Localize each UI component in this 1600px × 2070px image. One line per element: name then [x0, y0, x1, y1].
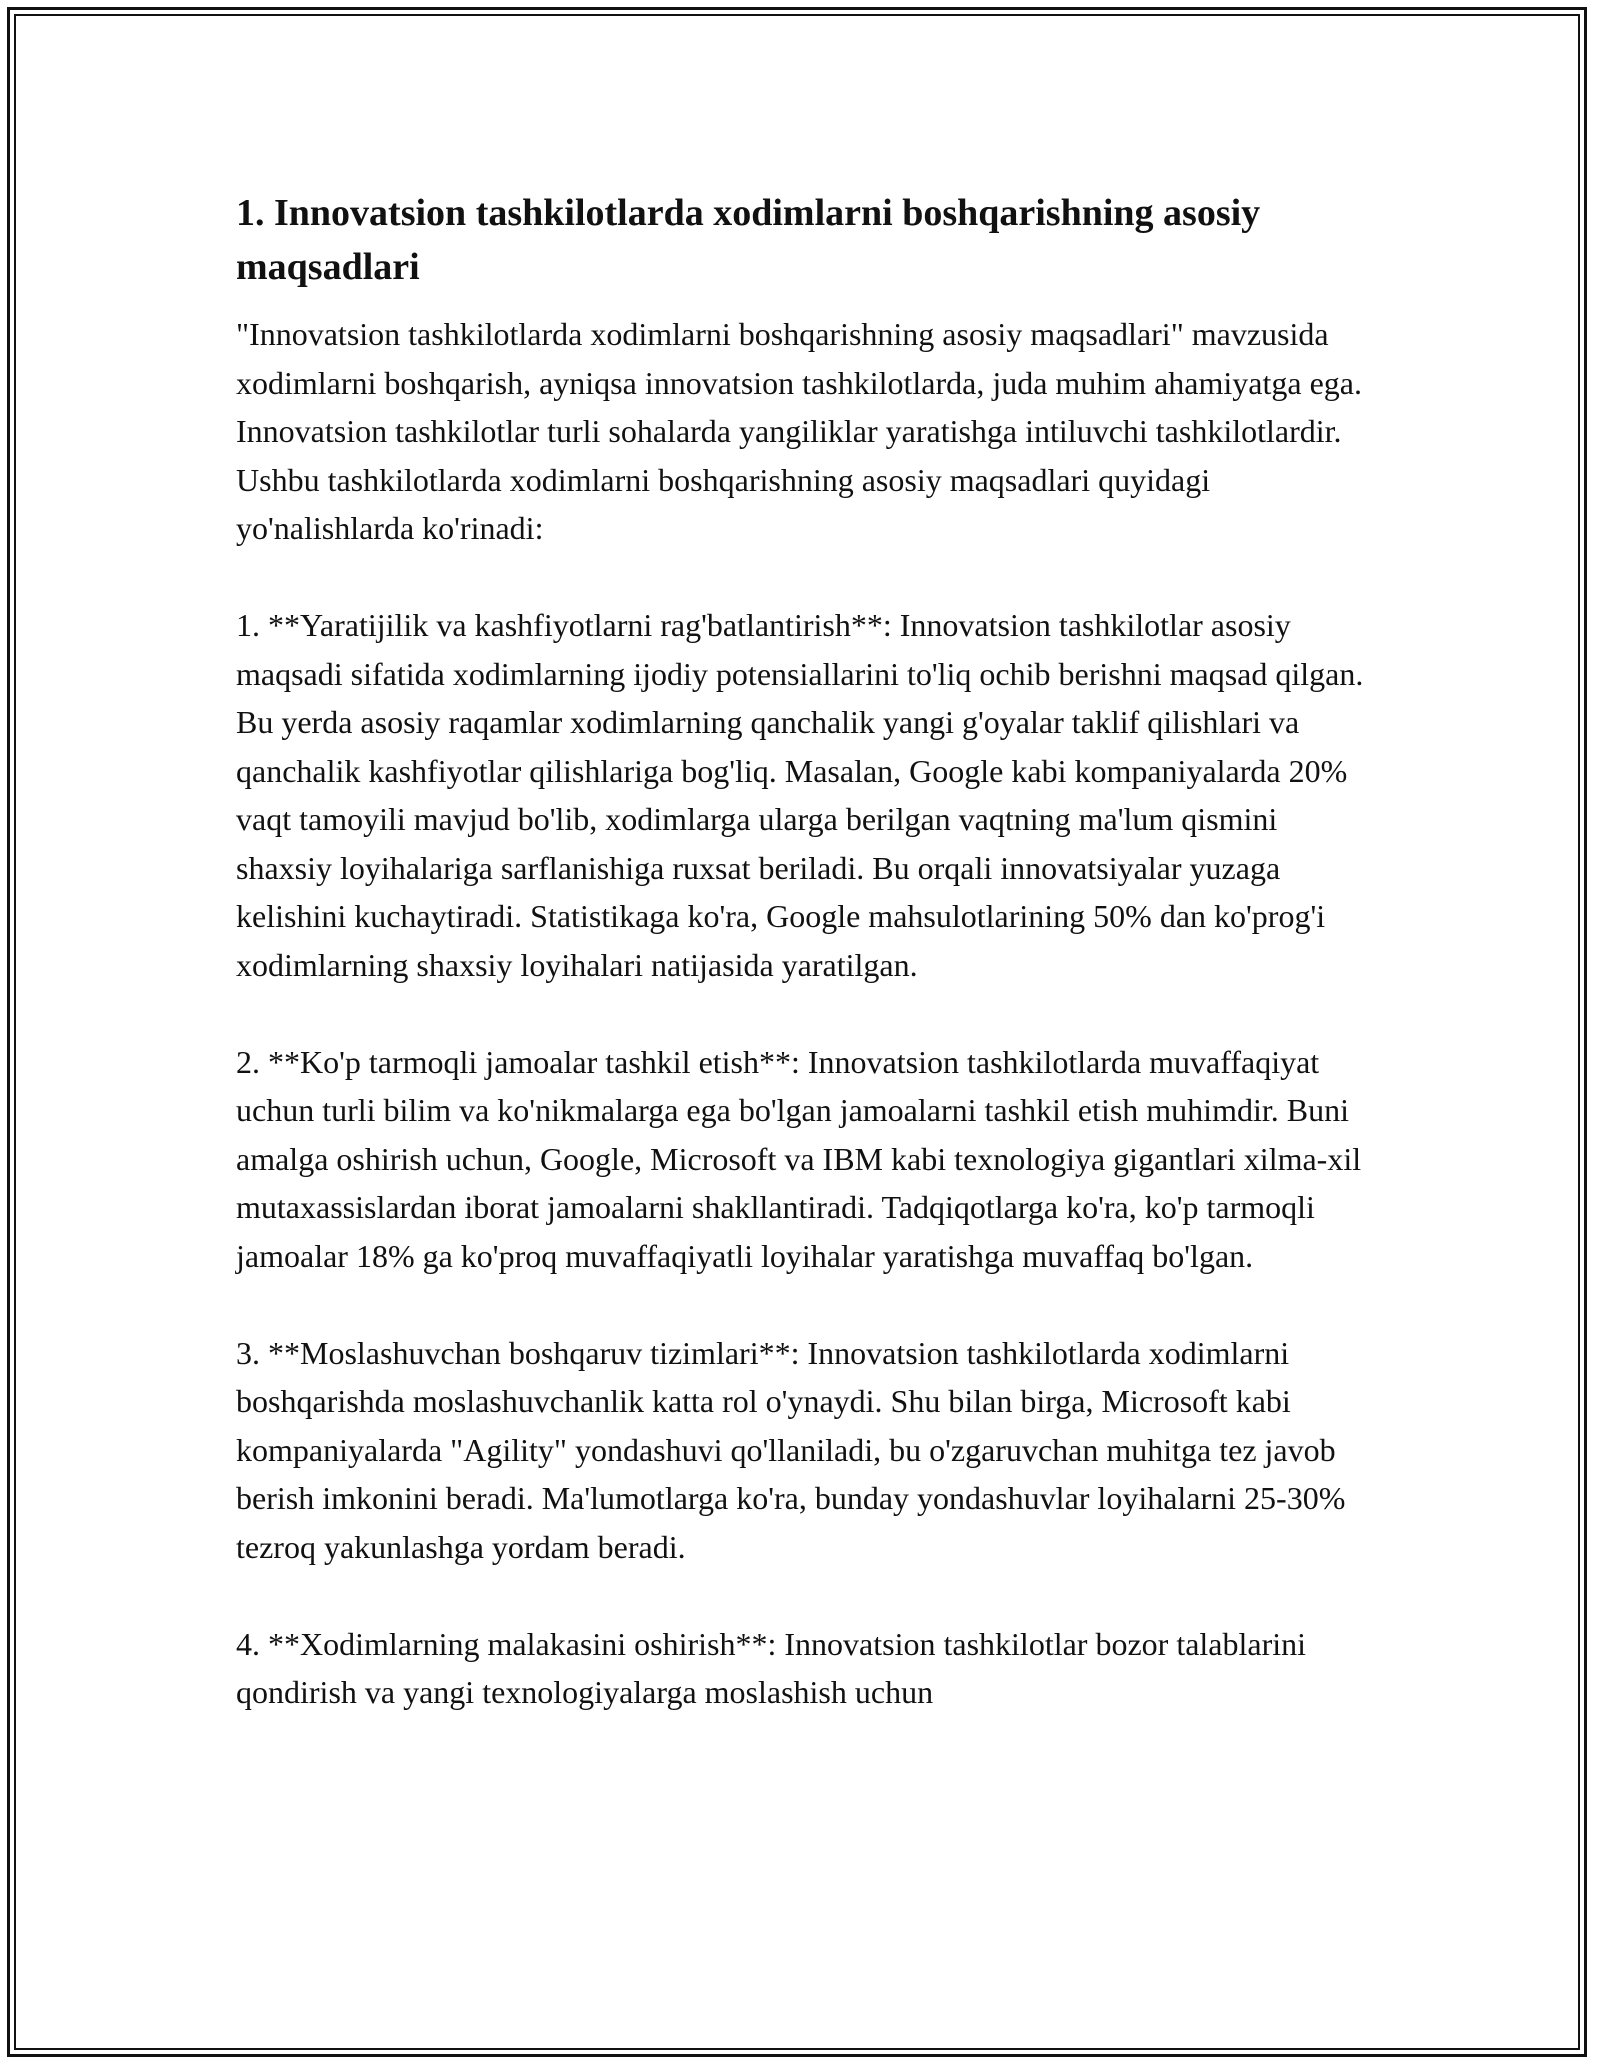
list-item-1-paragraph: 1. **Yaratijilik va kashfiyotlarni rag'batlantirish**: Innovatsion tashkilotlar asosiy maqsadi sifatida xodimlarning ijodiy potensiallarini to'liq ochib berishni maqsad qilgan. Bu yerda asosiy raqamlar xodimlarning qanchalik yangi g'oyalar taklif qilishlari va qanchalik kashfiyotlar qilishlariga bog'liq. Masalan, Google kabi kompaniyalarda 20% vaqt tamoyili mavjud bo'lib, xodimlarga ularga berilgan vaqtning ma'lum qismini shaxsiy loyihalariga sarflanishiga ruxsat beriladi. Bu orqali innovatsiyalar yuzaga kelishini kuchaytiradi. Statistikaga ko'ra, Google mahsulotlarining 50% dan ko'prog'i xodimlarning shaxsiy loyihalari natijasida yaratilgan.	[236, 607, 1364, 983]
list-item-2-paragraph: 2. **Ko'p tarmoqli jamoalar tashkil etish**: Innovatsion tashkilotlarda muvaffaqiyat uchun turli bilim va ko'nikmalarga ega bo'lgan jamoalarni tashkil etish muhimdir. Buni amalga oshirish uchun, Google, Microsoft va IBM kabi texnologiya gigantlari xilma-xil mutaxassislardan iborat jamoalarni shakllantiradi. Tadqiqotlarga ko'ra, ko'p tarmoqli jamoalar 18% ga ko'proq muvaffaqiyatli loyihalar yaratishga muvaffaq bo'lgan.	[236, 1043, 1362, 1274]
intro-paragraph: "Innovatsion tashkilotlarda xodimlarni boshqarishning asosiy maqsadlari" mavzusida xodimlarni boshqarish, ayniqsa innovatsion tashkilotlarda, juda muhim ahamiyatga ega. Innovatsion tashkilotlar turli sohalarda yangiliklar yaratishga intiluvchi tashkilotlardir. Ushbu tashkilotlarda xodimlarni boshqarishning asosiy maqsadlari quyidagi yo'nalishlarda ko'rinadi:	[236, 316, 1362, 546]
list-item-4-paragraph: 4. **Xodimlarning malakasini oshirish**: Innovatsion tashkilotlar bozor talablarini qondirish va yangi texnologiyalarga moslashish uchun	[236, 1625, 1307, 1710]
list-item-3-paragraph: 3. **Moslashuvchan boshqaruv tizimlari**: Innovatsion tashkilotlarda xodimlarni boshqarishda moslashuvchanlik katta rol o'ynaydi. Shu bilan birga, Microsoft kabi kompaniyalarda "Agility" yondashuvi qo'llaniladi, bu o'zgaruvchan muhitga tez javob berish imkonini beradi. Ma'lumotlarga ko'ra, bunday yondashuvlar loyihalarni 25-30% tezroq yakunlashga yordam beradi.	[236, 1334, 1346, 1565]
section-heading: 1. Innovatsion tashkilotlarda xodimlarni boshqarishning asosiy maqsadlari	[236, 192, 1261, 288]
document-body	[236, 186, 1376, 1765]
